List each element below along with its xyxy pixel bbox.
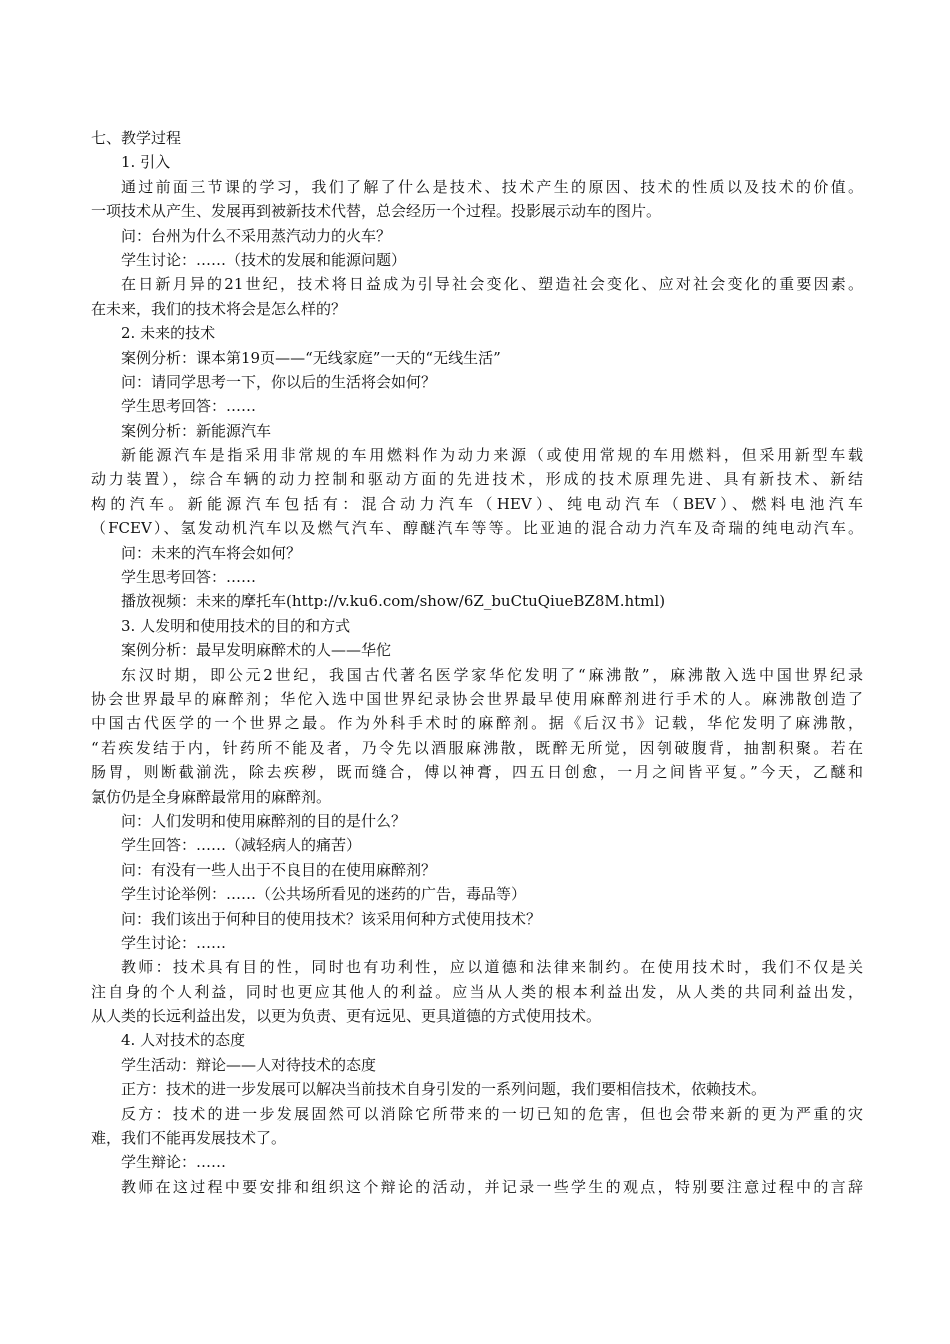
text-line: 学生思考回答：…… xyxy=(121,568,257,587)
text-line: 动力装置），综合车辆的动力控制和驱动方面的先进技术，形成的技术原理先进、具有新技术、新结 xyxy=(91,470,863,489)
text-line: 案例分析：新能源汽车 xyxy=(121,421,272,440)
text-line: 问：我们该出于何种目的使用技术？该采用何种方式使用技术？ xyxy=(121,909,542,928)
text-line: 正方：技术的进一步发展可以解决当前技术自身引发的一系列问题，我们要相信技术，依赖技术。 xyxy=(121,1080,767,1099)
text-line: 案例分析：最早发明麻醉术的人——华佗 xyxy=(121,641,392,660)
text-line: 七、教学过程 xyxy=(91,129,182,147)
text-line: 问：人们发明和使用麻醉剂的目的是什么？ xyxy=(121,811,407,830)
text-line: 新能源汽车是指采用非常规的车用燃料作为动力来源（或使用常规的车用燃料，但采用新型车载 xyxy=(121,446,863,465)
text-line: 学生辩论：…… xyxy=(121,1153,227,1172)
text-line: 学生讨论：…… xyxy=(121,933,227,952)
text-line: 注自身的个人利益，同时也更应其他人的利益。应当从人类的根本利益出发，从人类的共同利益出发， xyxy=(91,982,863,1001)
text-line: 在日新月异的21世纪，技术将日益成为引导社会变化、塑造社会变化、应对社会变化的重要因素。 xyxy=(121,275,863,294)
text-line: 学生讨论举例：……（公共场所看见的迷药的广告，毒品等） xyxy=(121,885,527,904)
text-line: 教师：技术具有目的性，同时也有功利性，应以道德和法律来制约。在使用技术时，我们不仅是关 xyxy=(121,958,863,977)
text-line: 播放视频：未来的摩托车(http://v.ku6.com/show/6Z_buCtuQiueBZ8M.html) xyxy=(121,592,666,611)
text-line: 学生回答：……（减轻病人的痛苦） xyxy=(121,836,362,855)
text-line: 问：未来的汽车将会如何？ xyxy=(121,543,302,562)
text-line: 协会世界最早的麻醉剂；华佗入选中国世界纪录协会世界最早使用麻醉剂进行手术的人。麻沸散创造了 xyxy=(91,689,863,708)
text-line: 从人类的长远利益出发，以更为负责、更有远见、更具道德的方式使用技术。 xyxy=(91,1007,602,1026)
text-line: 学生思考回答：…… xyxy=(121,397,257,416)
text-line: 一项技术从产生、发展再到被新技术代替，总会经历一个过程。投影展示动车的图片。 xyxy=(91,202,662,221)
text-line: 4. 人对技术的态度 xyxy=(121,1031,246,1050)
text-line: 2. 未来的技术 xyxy=(121,324,216,343)
text-line: 问：有没有一些人出于不良目的在使用麻醉剂？ xyxy=(121,860,437,879)
text-line: 氯仿仍是全身麻醉最常用的麻醉剂。 xyxy=(91,787,332,806)
text-line: 学生活动：辩论——人对待技术的态度 xyxy=(121,1055,377,1074)
text-line: 通过前面三节课的学习，我们了解了什么是技术、技术产生的原因、技术的性质以及技术的价值。 xyxy=(121,177,863,196)
text-line: 学生讨论：……（技术的发展和能源问题） xyxy=(121,250,407,269)
text-line: 在未来，我们的技术将会是怎么样的？ xyxy=(91,299,347,318)
text-line: 中国古代医学的一个世界之最。作为外科手术时的麻醉剂。据《后汉书》记载，华佗发明了麻沸散， xyxy=(91,714,863,733)
text-line: 构的汽车。新能源汽车包括有：混合动力汽车（HEV）、纯电动汽车（BEV）、燃料电池汽车 xyxy=(91,494,863,513)
text-line: 案例分析：课本第19页——“无线家庭”一天的“无线生活” xyxy=(121,348,501,367)
text-line: （FCEV）、氢发动机汽车以及燃气汽车、醇醚汽车等等。比亚迪的混合动力汽车及奇瑞的纯电动汽车。 xyxy=(91,519,863,538)
text-line: “若疾发结于内，针药所不能及者，乃令先以酒服麻沸散，既醉无所觉，因刳破腹背，抽割积聚。若在 xyxy=(91,738,863,757)
text-line: 3. 人发明和使用技术的目的和方式 xyxy=(121,616,351,635)
text-line: 肠胃，则断截湔洗，除去疾秽，既而缝合，傅以神膏，四五日创愈，一月之间皆平复。”今天，乙醚和 xyxy=(91,763,863,782)
text-line: 问：请同学思考一下，你以后的生活将会如何？ xyxy=(121,372,437,391)
text-line: 问：台州为什么不采用蒸汽动力的火车？ xyxy=(121,226,392,245)
document-body xyxy=(91,126,863,1199)
text-line: 反方：技术的进一步发展固然可以消除它所带来的一切已知的危害，但也会带来新的更为严重的灾 xyxy=(121,1104,863,1123)
text-line: 1. 引入 xyxy=(121,153,171,172)
text-line: 东汉时期，即公元2世纪，我国古代著名医学家华佗发明了“麻沸散”，麻沸散入选中国世界纪录 xyxy=(121,665,863,684)
text-line: 教师在这过程中要安排和组织这个辩论的活动，并记录一些学生的观点，特别要注意过程中的言辞 xyxy=(121,1177,863,1196)
text-line: 难，我们不能再发展技术了。 xyxy=(91,1129,287,1148)
